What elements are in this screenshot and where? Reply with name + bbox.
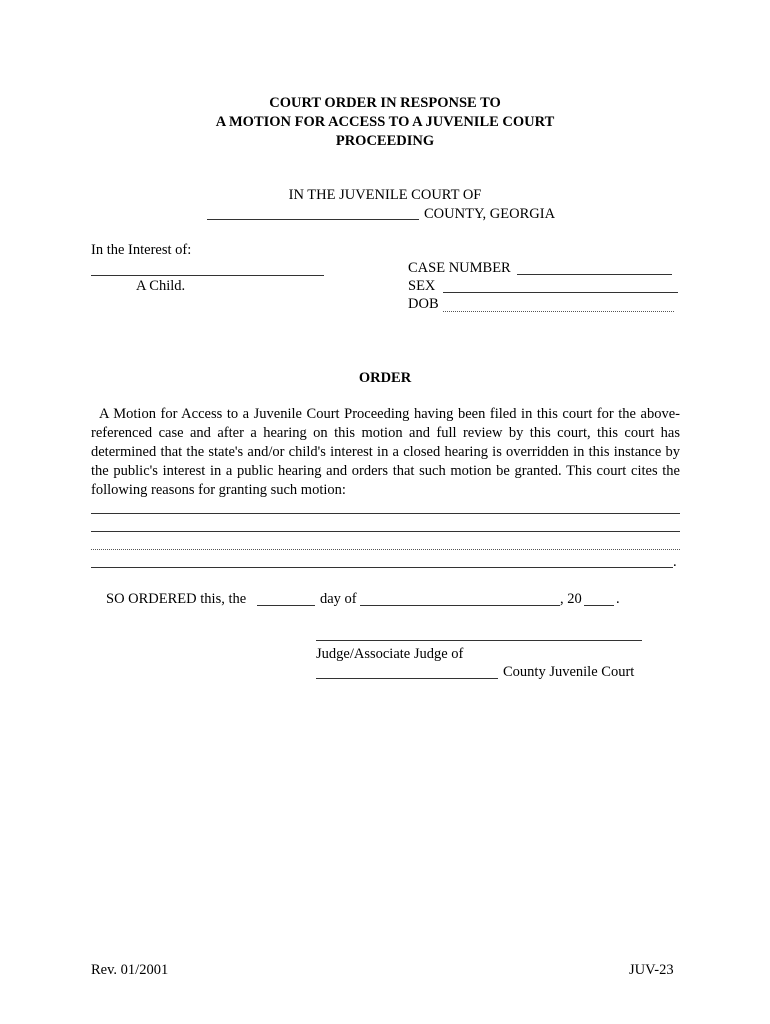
court-heading: IN THE JUVENILE COURT OF	[288, 187, 482, 203]
order-paragraph-text: A Motion for Access to a Juvenile Court Proceeding having been filed in this court for the above-referenced case and after a hearing on this motion and full review by this court, this court has determined that the state's and/or child's interest in a closed hearing is overridden in this instance by the public's interest in a public hearing and orders that such motion be granted. This court cites the following reasons for granting such motion:	[91, 406, 680, 498]
judge-county-field[interactable]	[316, 678, 498, 679]
order-heading: ORDER	[358, 370, 412, 386]
interest-of-label: In the Interest of:	[91, 242, 192, 258]
sex-label: SEX	[408, 278, 436, 294]
county-name-blank[interactable]	[207, 219, 419, 220]
case-number-label: CASE NUMBER	[408, 260, 511, 276]
judge-label: Judge/Associate Judge of	[316, 646, 464, 662]
order-paragraph	[91, 405, 680, 500]
year-field[interactable]	[584, 605, 614, 606]
case-number-field[interactable]	[517, 274, 672, 275]
county-georgia-label: COUNTY, GEORGIA	[424, 206, 556, 222]
title-line-2: A MOTION FOR ACCESS TO A JUVENILE COURT	[215, 114, 555, 130]
revision-label: Rev. 01/2001	[91, 962, 169, 978]
month-field[interactable]	[360, 605, 560, 606]
day-of-label: day of	[320, 591, 357, 607]
reason-line-1[interactable]	[91, 513, 680, 514]
title-line-3: PROCEEDING	[335, 133, 435, 149]
dob-field[interactable]	[443, 311, 674, 312]
reason-line-2[interactable]	[91, 531, 680, 532]
sex-field[interactable]	[443, 292, 678, 293]
reason-line-3[interactable]	[91, 549, 680, 550]
county-juvenile-court-label: County Juvenile Court	[503, 664, 635, 680]
so-ordered-label: SO ORDERED this, the	[106, 591, 247, 607]
child-name-blank[interactable]	[91, 275, 324, 276]
form-number: JUV-23	[629, 962, 674, 978]
document-title	[0, 94, 770, 151]
year-prefix: , 20	[560, 591, 582, 607]
judge-signature-line[interactable]	[316, 640, 642, 641]
year-suffix: .	[616, 591, 620, 607]
reasons-end-period: .	[673, 554, 677, 570]
day-field[interactable]	[257, 605, 315, 606]
title-line-1: COURT ORDER IN RESPONSE TO	[269, 95, 501, 111]
dob-label: DOB	[408, 296, 439, 312]
reason-line-4[interactable]	[91, 567, 673, 568]
child-caption: A Child.	[136, 278, 186, 294]
